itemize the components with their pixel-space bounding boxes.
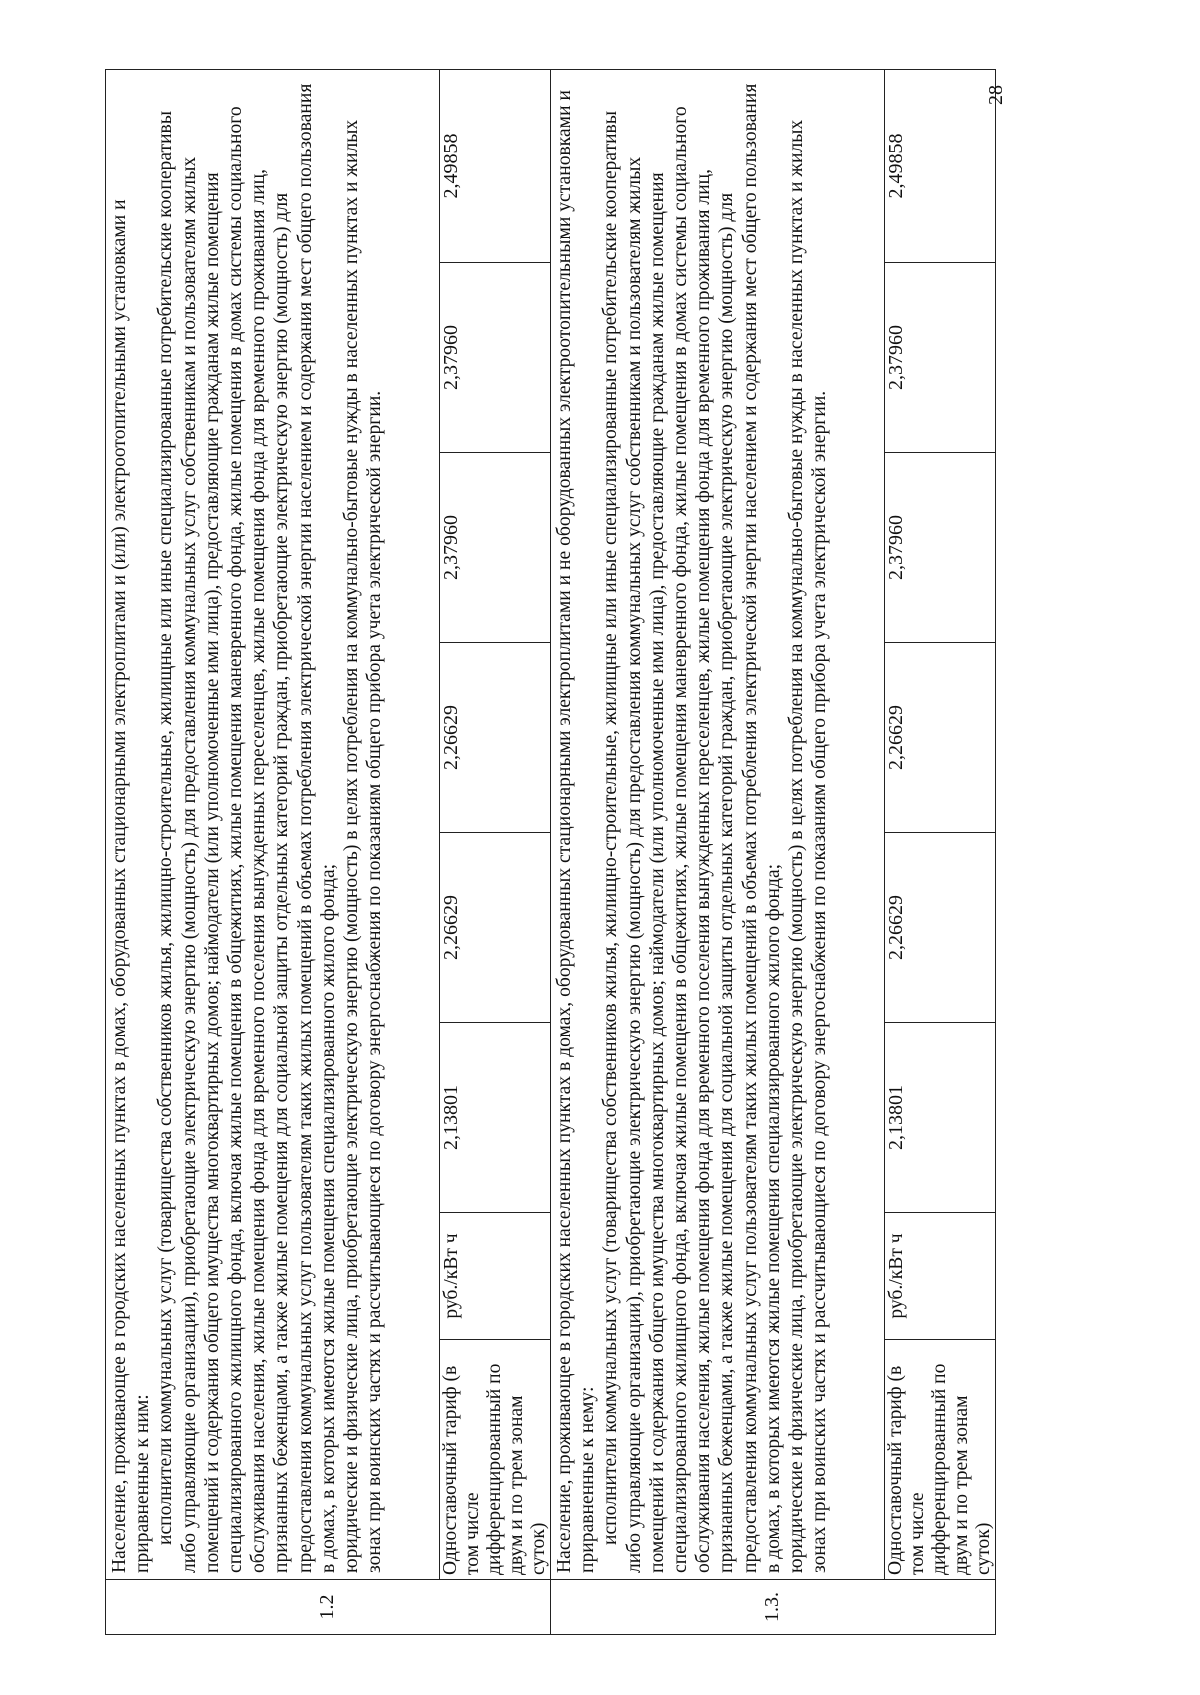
- row-number: 1.2: [106, 1580, 551, 1635]
- row-description: [106, 69, 440, 1579]
- description-body: исполнители коммунальных услуг (товарищества собственников жилья, жилищно-строительные, жилищные или иные специализированные потребительские кооперативы либо управляющие организации), приобретающие электрическую энергию (мощность) для предоставления коммунальных услуг собственникам и пользователям жилых помещений и содержания общего имущества многоквартирных домов; наймодатели (или уполномоченные ими лица), предоставляющие гражданам жилые помещения специализированного жилищного фонда, включая жилые помещения в общежитиях, жилые помещения маневренного фонда, жилые помещения в домах системы социального обслуживания населения, жилые помещения фонда для временного поселения вынужденных переселенцев, жилые помещения фонда для временного проживания лиц, признанных беженцами, а также жилые помещения для социальной защиты отдельных категорий граждан, приобретающие электрическую энергию (мощность) для предоставления коммунальных услуг пользователям таких жилых помещений в объемах потребления электрической энергии населением и содержания мест общего пользования в домах, в которых имеются жилые помещения специализированного жилого фонда;: [600, 83, 784, 1573]
- tariff-label: Одноставочный тариф (в том числе дифференцированный по двум и по трем зонам суток): [885, 1340, 996, 1580]
- page-number: 28: [985, 85, 1007, 105]
- tariff-value: 2,26629: [440, 643, 551, 833]
- description-body-2: юридические и физические лица, приобретающие электрическую энергию (мощность) в целях потребления на коммунально-бытовые нужды в населенных пунктах и жилых зонах при воинских частях и рассчитывающиеся по договору энергоснабжения по показаниям общего прибора учета электрической энергии.: [786, 119, 831, 1573]
- tariff-value: 2,26629: [885, 833, 996, 1023]
- tariff-value: 2,49858: [885, 69, 996, 262]
- tariff-value: 2,26629: [440, 833, 551, 1023]
- description-heading: Население, проживающее в городских населенных пунктах в домах, оборудованных стационарными электроплитами и (или) электроотопительными установками и приравненные к ним:: [109, 199, 154, 1573]
- description-heading: Население, проживающее в городских населенных пунктах в домах, оборудованных стационарными электроплитами и не оборудованных электроотопительными установками и приравненные к нему:: [554, 90, 599, 1573]
- table-row-1-3-description: [551, 69, 885, 1634]
- tariff-value: 2,37960: [440, 263, 551, 453]
- table-row-1-2-tariff: [440, 69, 551, 1634]
- table-row-1-3-tariff: [885, 69, 996, 1634]
- tariff-label: Одноставочный тариф (в том числе дифференцированный по двум и по трем зонам суток): [440, 1340, 551, 1580]
- description-body: исполнители коммунальных услуг (товарищества собственников жилья, жилищно-строительные, жилищные или иные специализированные потребительские кооперативы либо управляющие организации), приобретающие электрическую энергию (мощность) для предоставления коммунальных услуг собственникам и пользователям жилых помещений и содержания общего имущества многоквартирных домов; наймодатели (или уполномоченные ими лица), предоставляющие гражданам жилые помещения специализированного жилищного фонда, включая жилые помещения в общежитиях, жилые помещения маневренного фонда, жилые помещения в домах системы социального обслуживания населения, жилые помещения фонда для временного поселения вынужденных переселенцев, жилые помещения фонда для временного проживания лиц, признанных беженцами, а также жилые помещения для социальной защиты отдельных категорий граждан, приобретающие электрическую энергию (мощность) для предоставления коммунальных услуг пользователям таких жилых помещений в объемах потребления электрической энергии населением и содержания мест общего пользования в домах, в которых имеются жилые помещения специализированного жилого фонда;: [155, 83, 339, 1573]
- tariff-table: [105, 69, 996, 1635]
- tariff-unit: руб./кВт ч: [885, 1213, 996, 1340]
- row-description: [551, 69, 885, 1579]
- tariff-value: 2,37960: [440, 453, 551, 643]
- tariff-value: 2,26629: [885, 643, 996, 833]
- tariff-value: 2,37960: [885, 453, 996, 643]
- rotated-document: [105, 70, 994, 1635]
- tariff-value: 2,37960: [885, 263, 996, 453]
- tariff-value: 2,13801: [885, 1023, 996, 1213]
- tariff-unit: руб./кВт ч: [440, 1213, 551, 1340]
- row-number: 1.3.: [551, 1580, 996, 1635]
- table-row-1-2-description: [106, 69, 440, 1634]
- tariff-value: 2,49858: [440, 69, 551, 262]
- description-body-2: юридические и физические лица, приобретающие электрическую энергию (мощность) в целях потребления на коммунально-бытовые нужды в населенных пунктах и жилых зонах при воинских частях и рассчитывающиеся по договору энергоснабжения по показаниям общего прибора учета электрической энергии.: [341, 119, 386, 1573]
- tariff-value: 2,13801: [440, 1023, 551, 1213]
